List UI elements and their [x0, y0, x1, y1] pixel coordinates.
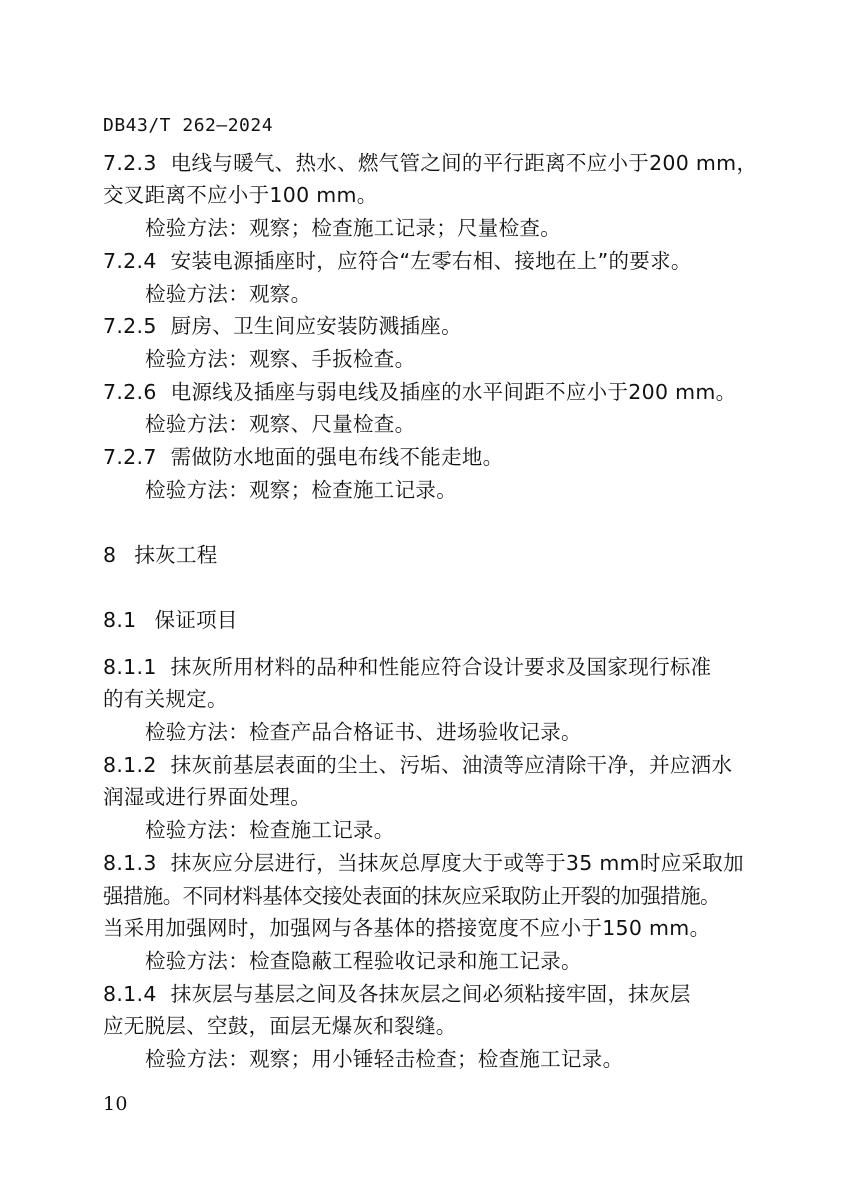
- subsection-number: 8.1: [103, 608, 137, 632]
- clause-text: 电源线及插座与弱电线及插座的水平间距不应小于200 mm。: [170, 380, 737, 404]
- clause-number: 7.2.3: [103, 151, 157, 175]
- clause-text: 需做防水地面的强电布线不能走地。: [170, 445, 504, 469]
- clause-number: 8.1.3: [103, 851, 157, 875]
- inspection-method: 检验方法：检查隐蔽工程验收记录和施工记录。: [145, 949, 582, 973]
- clause-8-1-4: [103, 978, 691, 1010]
- clause-number: 8.1.4: [103, 982, 157, 1006]
- clause-8-1-2-cont: 润湿或进行界面处理。: [103, 785, 311, 809]
- subsection-title: 保证项目: [154, 608, 238, 632]
- clause-text: 安装电源插座时，应符合“左零右相、接地在上”的要求。: [170, 249, 692, 273]
- clause-7-2-3: [103, 147, 757, 179]
- clause-text: 抹灰应分层进行，当抹灰总厚度大于或等于35 mm时应采取加: [170, 851, 744, 875]
- clause-8-1-3-cont-2: 当采用加强网时，加强网与各基体的搭接宽度不应小于150 mm。: [103, 916, 711, 940]
- document-code-header: DB43/T 262—2024: [103, 115, 274, 136]
- clause-text: 抹灰前基层表面的尘土、污垢、油渍等应清除干净，并应洒水: [170, 753, 733, 777]
- clause-text: 抹灰层与基层之间及各抹灰层之间必须粘接牢固，抹灰层: [170, 982, 691, 1006]
- inspection-method: 检验方法：观察；检查施工记录；尺量检查。: [145, 216, 561, 240]
- clause-number: 7.2.4: [103, 249, 157, 273]
- clause-number: 7.2.7: [103, 445, 157, 469]
- subsection-heading-8-1: [103, 604, 238, 636]
- inspection-method: 检验方法：观察；用小锤轻击检查；检查施工记录。: [145, 1047, 624, 1071]
- page-number: 10: [103, 1093, 128, 1115]
- clause-8-1-1-cont: 的有关规定。: [103, 687, 228, 711]
- clause-8-1-1: [103, 651, 711, 683]
- section-number: 8: [103, 543, 117, 567]
- clause-8-1-3: [103, 847, 744, 879]
- clause-7-2-3-cont: 交叉距离不应小于100 mm。: [103, 183, 378, 207]
- clause-7-2-7: [103, 441, 503, 473]
- clause-number: 8.1.2: [103, 753, 157, 777]
- clause-8-1-2: [103, 749, 732, 781]
- clause-7-2-6: [103, 376, 736, 408]
- inspection-method: 检验方法：观察、手扳检查。: [145, 347, 416, 371]
- clause-text: 抹灰所用材料的品种和性能应符合设计要求及国家现行标准: [170, 655, 712, 679]
- section-heading-8: [103, 539, 218, 571]
- clause-8-1-4-cont: 应无脱层、空鼓，面层无爆灰和裂缝。: [103, 1014, 457, 1038]
- inspection-method: 检验方法：检查施工记录。: [145, 818, 395, 842]
- section-title: 抹灰工程: [134, 543, 218, 567]
- clause-8-1-3-cont: 强措施。不同材料基体交接处表面的抹灰应采取防止开裂的加强措施。: [103, 884, 720, 908]
- inspection-method: 检验方法：观察、尺量检查。: [145, 412, 416, 436]
- clause-text: 电线与暖气、热水、燃气管之间的平行距离不应小于200 mm，: [170, 151, 758, 175]
- clause-7-2-4: [103, 245, 692, 277]
- clause-text: 厨房、卫生间应安装防溅插座。: [170, 314, 462, 338]
- clause-number: 7.2.5: [103, 314, 157, 338]
- clause-7-2-5: [103, 310, 462, 342]
- inspection-method: 检验方法：观察；检查施工记录。: [145, 478, 457, 502]
- inspection-method: 检验方法：检查产品合格证书、进场验收记录。: [145, 720, 582, 744]
- clause-number: 8.1.1: [103, 655, 157, 679]
- inspection-method: 检验方法：观察。: [145, 282, 312, 306]
- clause-number: 7.2.6: [103, 380, 157, 404]
